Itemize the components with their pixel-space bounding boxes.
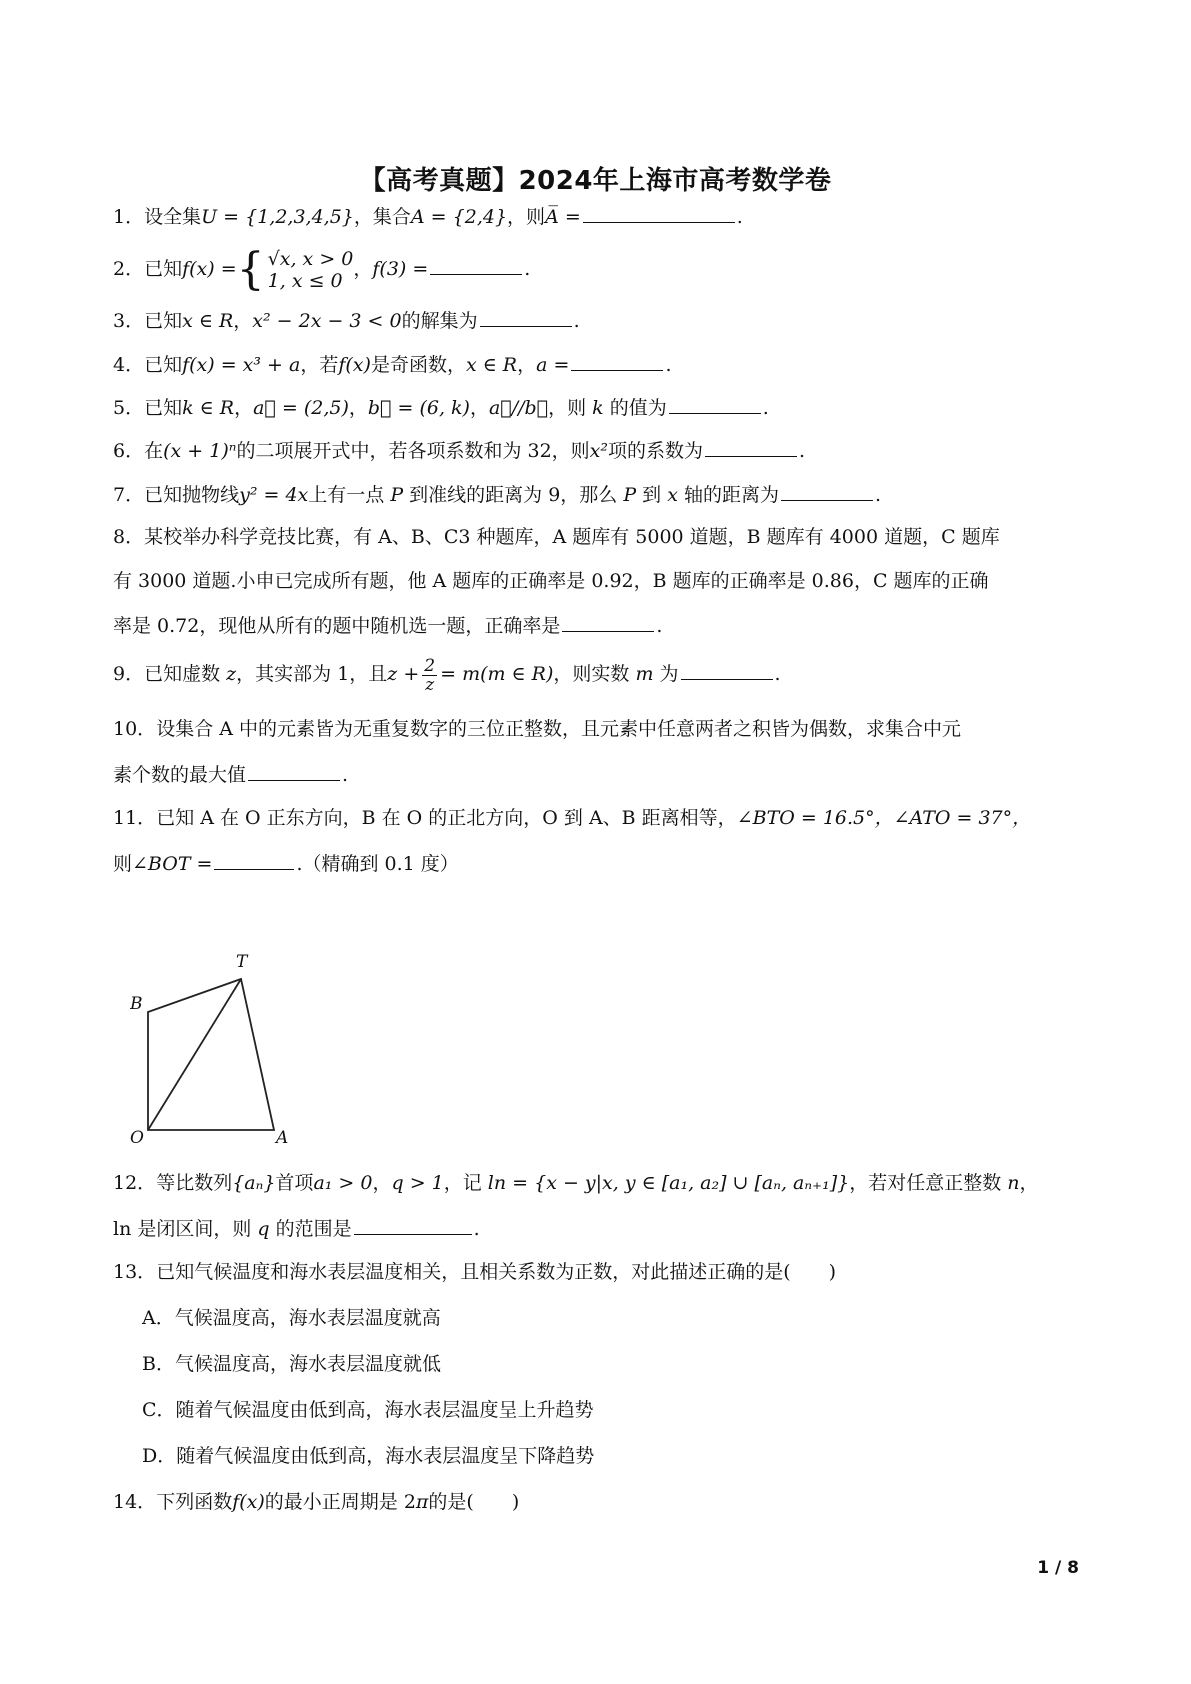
page-title: 【高考真题】2024年上海市高考数学卷	[359, 166, 832, 196]
question-4: 4．已知f(x) = x³ + a，若f(x)是奇函数，x ∈ R，a = .	[113, 350, 671, 378]
quadrilateral-botA	[148, 979, 274, 1130]
geometry-figure	[130, 945, 310, 1145]
question-3: 3．已知x ∈ R，x² − 2x − 3 < 0的解集为 .	[113, 306, 580, 334]
option-b[interactable]: B．气候温度高，海水表层温度就低	[142, 1353, 441, 1375]
question-12-line-2: ln 是闭区间，则 q 的范围是 .	[113, 1214, 480, 1242]
fraction: $\frac{2}{z}$	[424, 655, 436, 695]
answer-blank	[214, 849, 294, 870]
question-12: 12．等比数列{aₙ}首项a₁ > 0，q > 1，记 ln = {x − y|x, y ∈ [a₁, a₂] ∪ [aₙ, aₙ₊₁]}，若对任意正整数 n，	[113, 1172, 1039, 1194]
question-8: 8．某校举办科学竞技比赛，有 A、B、C3 种题库，A 题库有 5000 道题，B 题库有 4000 道题，C 题库	[113, 526, 1000, 548]
option-d[interactable]: D．随着气候温度由低到高，海水表层温度呈下降趋势	[142, 1445, 595, 1467]
question-6: 6．在(x + 1)ⁿ的二项展开式中，若各项系数和为 32，则x²项的系数为 .	[113, 436, 805, 464]
question-1: 1．设全集U = {1,2,3,4,5}，集合A = {2,4}，则A̅ = .	[113, 202, 743, 230]
question-7: 7．已知抛物线y² = 4x上有一点 P 到准线的距离为 9，那么 P 到 x 轴的距离为 .	[113, 480, 881, 508]
question-8-line-2: 有 3000 道题.小申已完成所有题，他 A 题库的正确率是 0.92，B 题库的正确率是 0.86，C 题库的正确	[113, 570, 989, 592]
point-label-O: O	[130, 1128, 144, 1145]
page-number: 1 / 8	[1037, 1558, 1079, 1578]
option-a[interactable]: A．气候温度高，海水表层温度就高	[142, 1307, 441, 1329]
segment-OT	[148, 979, 241, 1130]
question-5: 5．已知k ∈ R，a⃗ = (2,5)，b⃗ = (6, k)，a⃗//b⃗，则 k 的值为 .	[113, 393, 769, 421]
question-8-line-3: 率是 0.72，现他从所有的题中随机选一题，正确率是 .	[113, 611, 662, 639]
answer-blank	[669, 393, 761, 414]
answer-blank	[248, 760, 340, 781]
answer-blank	[681, 659, 773, 680]
answer-blank	[480, 306, 572, 327]
answer-blank	[583, 202, 735, 223]
question-11: 11．已知 A 在 O 正东方向，B 在 O 的正北方向，O 到 A、B 距离相等，∠BTO = 16.5°，∠ATO = 37°，	[113, 807, 1032, 829]
point-label-A: A	[276, 1128, 289, 1145]
question-2: 2．已知f(x) ={ √x, x > 0 1, x ≤ 0 ，f(3) = .	[113, 244, 531, 295]
question-9: 9．已知虚数 z，其实部为 1，且z + $\frac{2}{z}$ = m(m ∈ R)，则实数 m 为 .	[113, 655, 781, 695]
option-c[interactable]: C．随着气候温度由低到高，海水表层温度呈上升趋势	[142, 1399, 594, 1421]
question-14: 14．下列函数f(x)的最小正周期是 2π的是( )	[113, 1491, 520, 1513]
answer-blank	[571, 350, 663, 371]
point-label-B: B	[130, 994, 143, 1014]
question-13: 13．已知气候温度和海水表层温度相关，且相关系数为正数，对此描述正确的是( )	[113, 1261, 837, 1283]
answer-blank	[781, 480, 873, 501]
answer-blank	[705, 436, 797, 457]
answer-blank	[562, 611, 654, 632]
answer-blank	[430, 254, 522, 275]
answer-blank	[354, 1214, 472, 1235]
question-10-line-2: 素个数的最大值 .	[113, 760, 348, 788]
question-10: 10．设集合 A 中的元素皆为无重复数字的三位正整数，且元素中任意两者之积皆为偶数，求集合中元	[113, 718, 961, 740]
brace-symbol: {	[236, 244, 265, 295]
piecewise: √x, x > 0 1, x ≤ 0	[267, 248, 354, 292]
point-label-T: T	[236, 952, 248, 972]
question-11-line-2: 则∠BOT = .（精确到 0.1 度）	[113, 849, 459, 877]
